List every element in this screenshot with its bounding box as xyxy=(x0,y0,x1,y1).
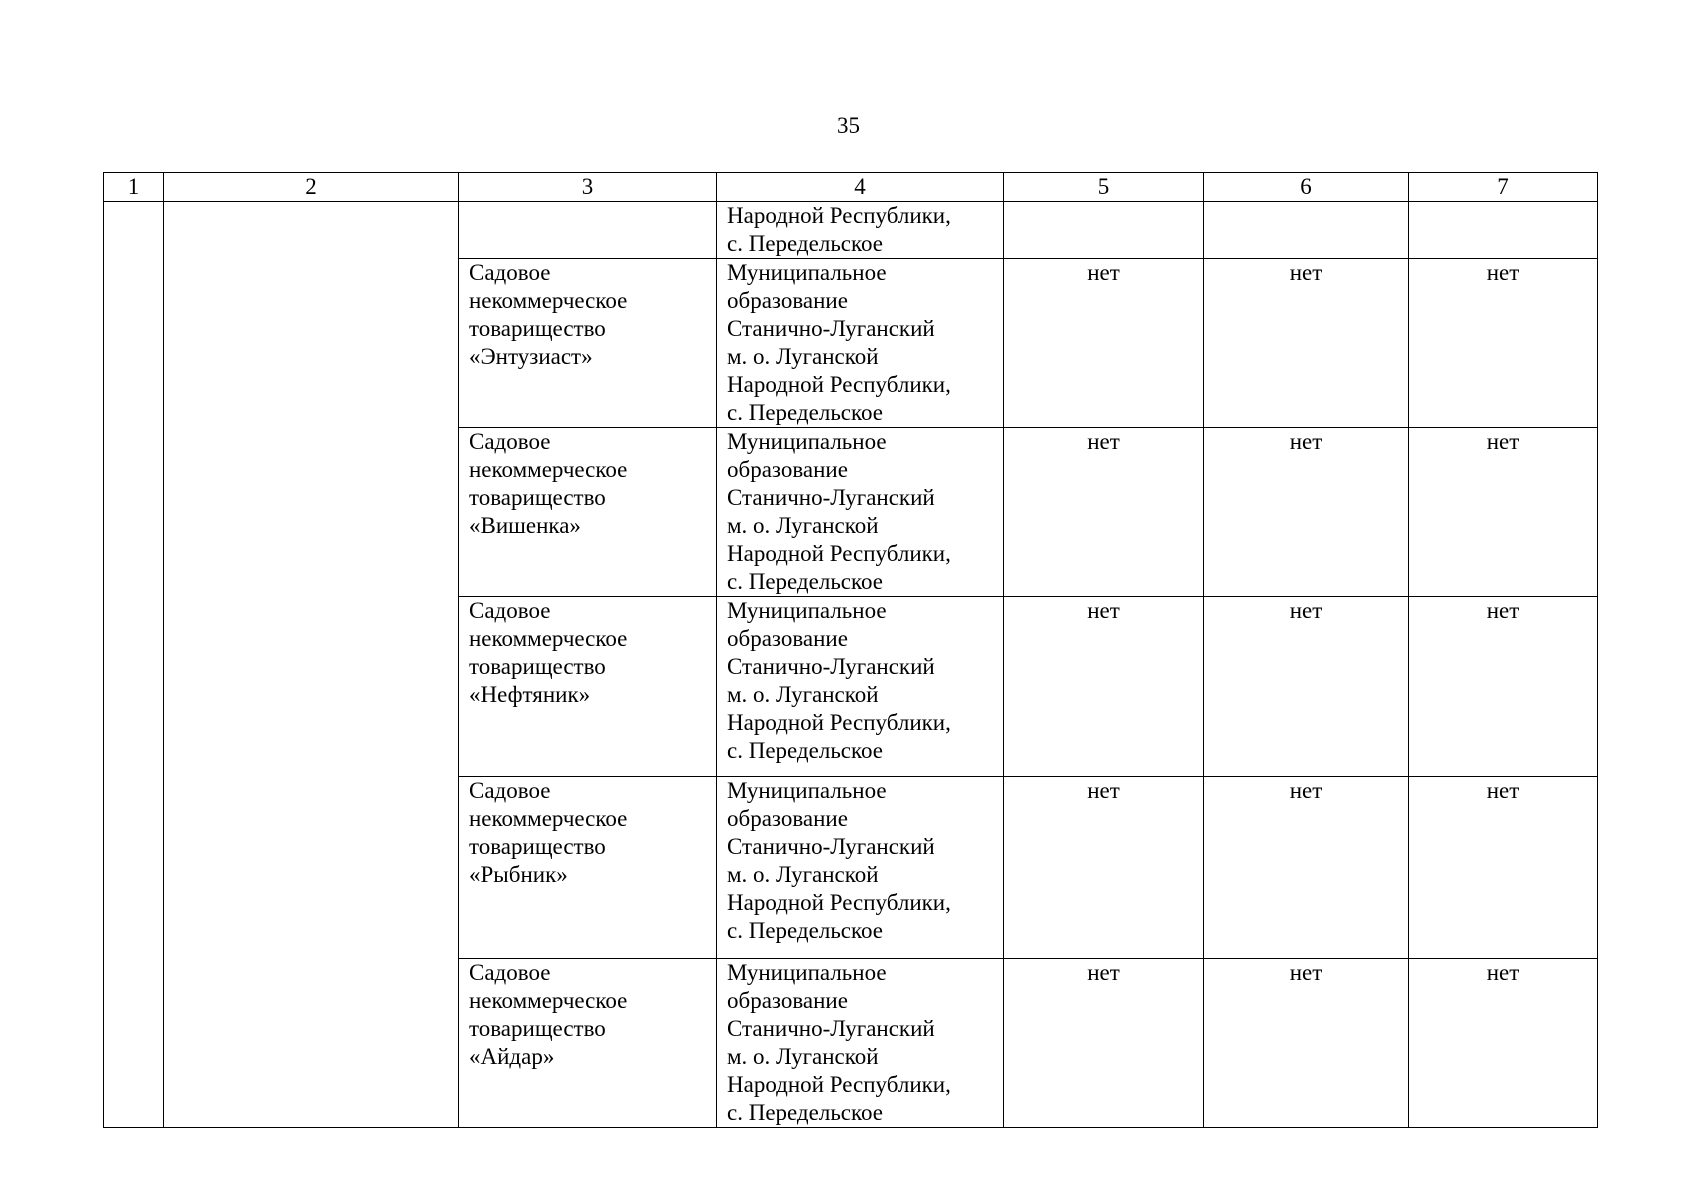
cell-col7 xyxy=(1409,202,1598,259)
cell-col7: нет xyxy=(1409,777,1598,959)
address-line: Муниципальное xyxy=(727,598,887,623)
column-number-7: 7 xyxy=(1409,173,1598,202)
column-number-6: 6 xyxy=(1204,173,1409,202)
address-line: Муниципальное xyxy=(727,429,887,454)
cell-col6: нет xyxy=(1204,959,1409,1128)
address-line: Народной Республики, xyxy=(727,372,951,397)
column-number-4: 4 xyxy=(717,173,1004,202)
address-line: м. о. Луганской xyxy=(727,1044,879,1069)
column-number-3: 3 xyxy=(459,173,717,202)
name-line: «Айдар» xyxy=(469,1044,555,1069)
cell-name xyxy=(459,597,717,777)
cell-col6: нет xyxy=(1204,428,1409,597)
name-line: товарищество xyxy=(469,485,606,510)
page-number: 35 xyxy=(837,113,860,138)
name-line: некоммерческое xyxy=(469,457,628,482)
name-line: «Вишенка» xyxy=(469,513,581,538)
column-number-5: 5 xyxy=(1004,173,1204,202)
cell-col7: нет xyxy=(1409,259,1598,428)
cell-col6: нет xyxy=(1204,597,1409,777)
name-line: Садовое xyxy=(469,960,551,985)
cell-col7: нет xyxy=(1409,959,1598,1128)
name-line: товарищество xyxy=(469,316,606,341)
address-line: образование xyxy=(727,457,848,482)
name-line: товарищество xyxy=(469,834,606,859)
address-line: м. о. Луганской xyxy=(727,344,879,369)
cell-col5: нет xyxy=(1004,259,1204,428)
address-line: с. Передельское xyxy=(727,231,884,256)
cell-col1-merged xyxy=(104,202,164,1128)
cell-col6: нет xyxy=(1204,777,1409,959)
cell-col2-merged xyxy=(164,202,459,1128)
cell-address xyxy=(717,259,1004,428)
name-line: Садовое xyxy=(469,260,551,285)
address-line: Муниципальное xyxy=(727,260,887,285)
cell-col5: нет xyxy=(1004,428,1204,597)
name-line: «Нефтяник» xyxy=(469,682,591,707)
cell-col5: нет xyxy=(1004,777,1204,959)
name-line: некоммерческое xyxy=(469,988,628,1013)
address-line: с. Передельское xyxy=(727,1100,884,1125)
address-line: образование xyxy=(727,626,848,651)
address-line: м. о. Луганской xyxy=(727,513,879,538)
table-row-continued xyxy=(104,202,1598,259)
cell-name xyxy=(459,202,717,259)
cell-name xyxy=(459,959,717,1128)
address-line: Муниципальное xyxy=(727,960,887,985)
column-number-row xyxy=(104,173,1598,202)
cell-col7: нет xyxy=(1409,597,1598,777)
address-line: Народной Республики, xyxy=(727,710,951,735)
name-line: Садовое xyxy=(469,778,551,803)
cell-name xyxy=(459,428,717,597)
name-line: товарищество xyxy=(469,1016,606,1041)
cell-col6: нет xyxy=(1204,259,1409,428)
cell-name xyxy=(459,259,717,428)
address-line: Народной Республики, xyxy=(727,1072,951,1097)
cell-address xyxy=(717,202,1004,259)
address-line: Муниципальное xyxy=(727,778,887,803)
column-number-2: 2 xyxy=(164,173,459,202)
registry-table xyxy=(103,172,1598,1128)
address-line: с. Передельское xyxy=(727,918,884,943)
address-line: с. Передельское xyxy=(727,738,884,763)
address-line: Станично-Луганский xyxy=(727,485,935,510)
address-line: Станично-Луганский xyxy=(727,1016,935,1041)
address-line: образование xyxy=(727,988,848,1013)
address-line: м. о. Луганской xyxy=(727,682,879,707)
address-line: Станично-Луганский xyxy=(727,654,935,679)
cell-col6 xyxy=(1204,202,1409,259)
cell-address xyxy=(717,597,1004,777)
cell-col5: нет xyxy=(1004,597,1204,777)
cell-col5 xyxy=(1004,202,1204,259)
cell-col7: нет xyxy=(1409,428,1598,597)
name-line: «Рыбник» xyxy=(469,862,568,887)
address-line: Народной Республики, xyxy=(727,890,951,915)
address-line: Народной Республики, xyxy=(727,203,951,228)
name-line: некоммерческое xyxy=(469,626,628,651)
name-line: некоммерческое xyxy=(469,806,628,831)
address-line: м. о. Луганской xyxy=(727,862,879,887)
address-line: образование xyxy=(727,806,848,831)
name-line: некоммерческое xyxy=(469,288,628,313)
name-line: «Энтузиаст» xyxy=(469,344,593,369)
name-line: товарищество xyxy=(469,654,606,679)
address-line: с. Передельское xyxy=(727,400,884,425)
address-line: с. Передельское xyxy=(727,569,884,594)
cell-address xyxy=(717,959,1004,1128)
cell-address xyxy=(717,777,1004,959)
name-line: Садовое xyxy=(469,429,551,454)
address-line: образование xyxy=(727,288,848,313)
address-line: Народной Республики, xyxy=(727,541,951,566)
address-line: Станично-Луганский xyxy=(727,316,935,341)
cell-address xyxy=(717,428,1004,597)
column-number-1: 1 xyxy=(104,173,164,202)
name-line: Садовое xyxy=(469,598,551,623)
address-line: Станично-Луганский xyxy=(727,834,935,859)
cell-col5: нет xyxy=(1004,959,1204,1128)
cell-name xyxy=(459,777,717,959)
